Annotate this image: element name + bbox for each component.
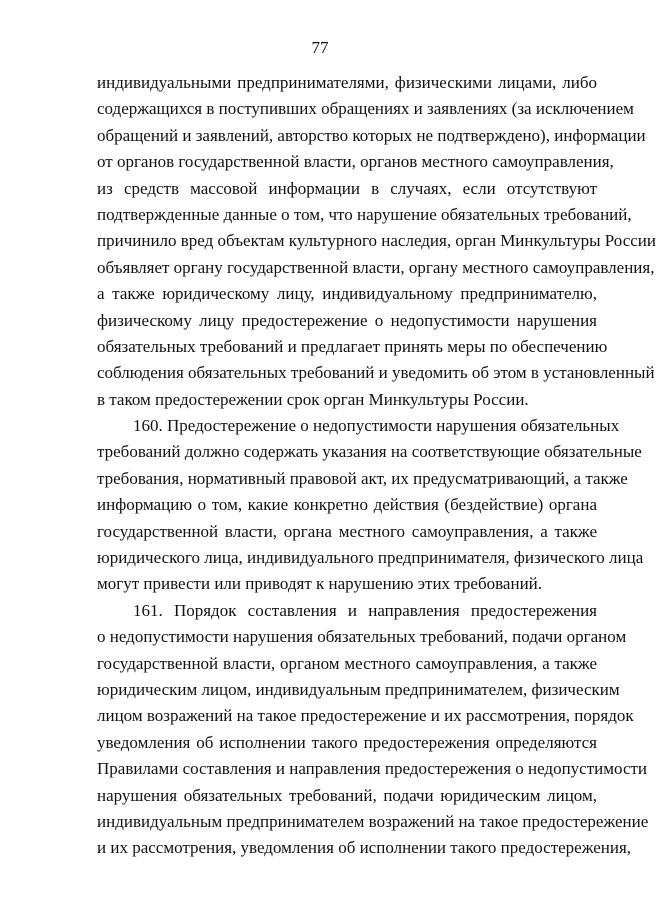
text-line: от органов государственной власти, органов местного самоуправления, xyxy=(97,152,614,172)
text-line: юридическим лицом, индивидуальным предпринимателем, физическим xyxy=(97,679,620,699)
text-line: индивидуальным предпринимателем возражений на такое предостережение xyxy=(97,811,649,831)
text-line: объявляет органу государственной власти, органу местного самоуправления, xyxy=(97,257,655,277)
text-line: и их рассмотрения, уведомления об исполнении такого предостережения, xyxy=(97,838,632,858)
text-line: государственной власти, органом местного самоуправления, а также xyxy=(97,653,597,673)
text-line: обязательных требований и предлагает принять меры по обеспечению xyxy=(97,336,608,356)
text-line: государственной власти, органа местного самоуправления, а также xyxy=(97,521,597,541)
text-line: индивидуальными предпринимателями, физическими лицами, либо xyxy=(97,73,597,92)
text-line: подтвержденные данные о том, что нарушение обязательных требований, xyxy=(97,204,632,224)
text-line: уведомления об исполнении такого предостережения определяются xyxy=(97,732,597,752)
text-line: требования, нормативный правовой акт, их предусматривающий, а также xyxy=(97,468,628,488)
text-line: о недопустимости нарушения обязательных требований, подачи органом xyxy=(97,627,627,647)
text-line: юридического лица, индивидуального предпринимателя, физического лица xyxy=(97,548,644,568)
text-line: информацию о том, какие конкретно действия (бездействие) органа xyxy=(97,495,597,515)
text-line: физическому лицу предостережение о недопустимости нарушения xyxy=(97,310,597,330)
paragraph-161-start: 161. Порядок составления и направления предостережения xyxy=(133,600,597,620)
text-line: соблюдения обязательных требований и уведомить об этом в установленный xyxy=(97,363,655,383)
text-line: в таком предостережении срок орган Минкультуры России. xyxy=(97,389,529,409)
text-line: а также юридическому лицу, индивидуальному предпринимателю, xyxy=(97,284,597,304)
text-line: из средств массовой информации в случаях, если отсутствуют xyxy=(97,178,597,198)
text-line: нарушения обязательных требований, подачи юридическим лицом, xyxy=(97,785,597,805)
text-line: Правилами составления и направления предостережения о недопустимости xyxy=(97,759,648,779)
text-line: содержащихся в поступивших обращениях и заявлениях (за исключением xyxy=(97,99,634,119)
text-line: могут привести или приводят к нарушению этих требований. xyxy=(97,574,543,594)
text-line: требований должно содержать указания на соответствующие обязательные xyxy=(97,442,642,462)
paragraph-160-start: 160. Предостережение о недопустимости нарушения обязательных xyxy=(133,416,620,436)
document-body xyxy=(97,70,656,862)
text-line: причинило вред объектам культурного наследия, орган Минкультуры России xyxy=(97,231,656,251)
text-line: лицом возражений на такое предостережение и их рассмотрения, порядок xyxy=(97,706,634,726)
page-number: 77 xyxy=(311,38,329,57)
text-line: обращений и заявлений, авторство которых не подтверждено), информации xyxy=(97,125,646,145)
